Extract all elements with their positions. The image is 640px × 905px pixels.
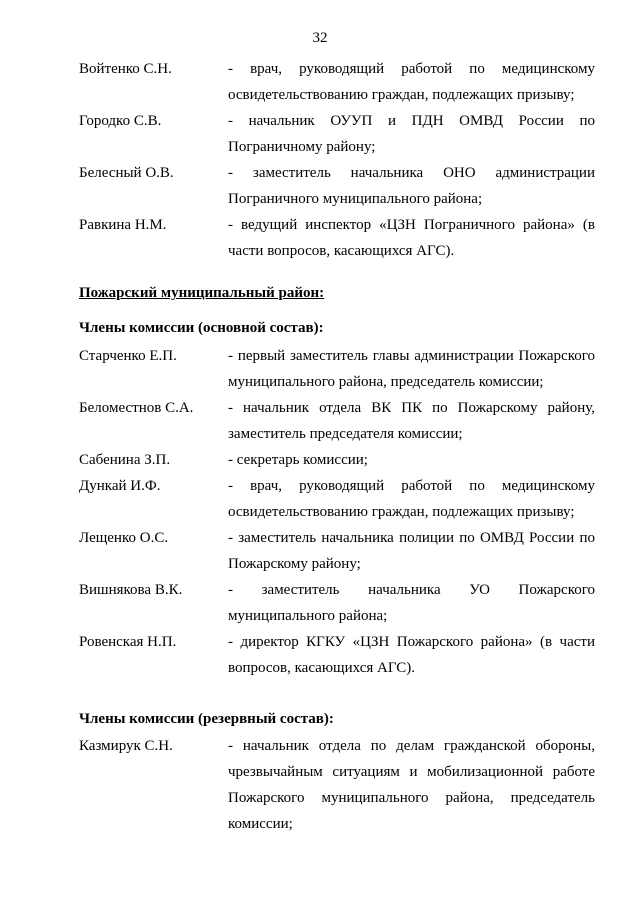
- member-entry: [79, 56, 595, 108]
- member-name: Городко С.В.: [79, 113, 162, 129]
- member-entry: [79, 108, 595, 160]
- main-composition-title: Члены комиссии (основной состав):: [79, 320, 324, 336]
- member-name: Казмирук С.Н.: [79, 738, 173, 754]
- member-entry: [79, 525, 595, 577]
- member-role: - ведущий инспектор «ЦЗН Пограничного района» (в части вопросов, касающихся АГС).: [228, 217, 595, 259]
- member-name: Беломестнов С.А.: [79, 400, 194, 416]
- member-entry: [79, 629, 595, 681]
- member-entry: [79, 733, 595, 837]
- member-entry: [79, 395, 595, 447]
- member-name: Вишнякова В.К.: [79, 582, 183, 598]
- member-name: Сабенина З.П.: [79, 452, 171, 468]
- member-name: Ровенская Н.П.: [79, 634, 177, 650]
- member-entry: [79, 447, 595, 473]
- member-role: - секретарь комиссии;: [228, 452, 368, 468]
- member-name: Войтенко С.Н.: [79, 61, 172, 77]
- member-role: - начальник ОУУП и ПДН ОМВД России по Пограничному району;: [228, 113, 595, 155]
- member-role: - директор КГКУ «ЦЗН Пожарского района» (в части вопросов, касающихся АГС).: [228, 634, 595, 676]
- member-name: Старченко Е.П.: [79, 348, 177, 364]
- page-number: 32: [312, 30, 328, 46]
- member-role: - заместитель начальника УО Пожарского муниципального района;: [228, 582, 595, 624]
- member-role: - врач, руководящий работой по медицинскому освидетельствованию граждан, подлежащих призыву;: [228, 478, 595, 520]
- member-role: - первый заместитель главы администрации Пожарского муниципального района, председатель комиссии;: [228, 348, 595, 390]
- member-name: Лещенко О.С.: [79, 530, 169, 546]
- member-name: Белесный О.В.: [79, 165, 174, 181]
- member-role: - врач, руководящий работой по медицинскому освидетельствованию граждан, подлежащих призыву;: [228, 61, 595, 103]
- member-entry: [79, 212, 595, 264]
- member-name: Дункай И.Ф.: [79, 478, 161, 494]
- member-role: - заместитель начальника ОНО администрации Пограничного муниципального района;: [228, 165, 595, 207]
- member-entry: [79, 343, 595, 395]
- member-name: Равкина Н.М.: [79, 217, 167, 233]
- member-role: - начальник отдела ВК ПК по Пожарскому району, заместитель председателя комиссии;: [228, 400, 595, 442]
- member-role: - заместитель начальника полиции по ОМВД России по Пожарскому району;: [228, 530, 595, 572]
- member-role: - начальник отдела по делам гражданской обороны, чрезвычайным ситуациям и мобилизационной работе Пожарского муниципального района, председатель комиссии;: [228, 738, 595, 832]
- reserve-composition-title: Члены комиссии (резервный состав):: [79, 711, 334, 727]
- member-entry: [79, 577, 595, 629]
- member-entry: [79, 160, 595, 212]
- district-title: Пожарский муниципальный район:: [79, 285, 325, 301]
- member-entry: [79, 473, 595, 525]
